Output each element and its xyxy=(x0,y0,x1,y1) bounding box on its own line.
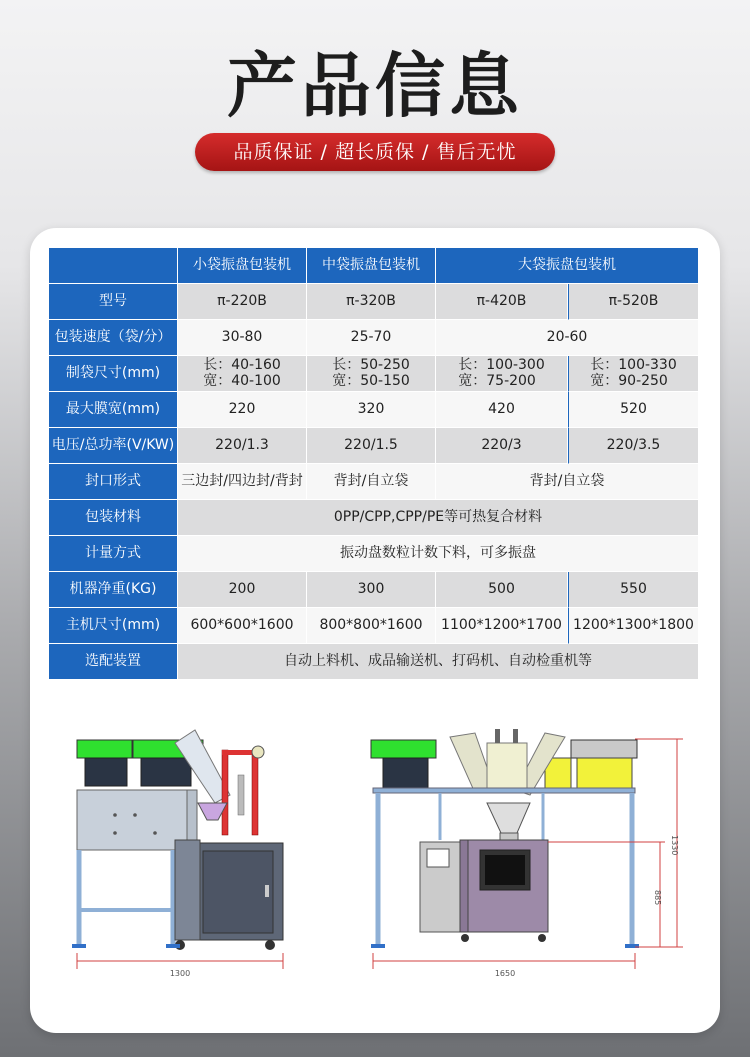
slogan-badge: 品质保证 / 超长质保 / 售后无忧 xyxy=(195,133,555,171)
header-small-bag: 小袋振盘包装机 xyxy=(178,248,307,284)
row-label-power: 电压/总功率(V/KW) xyxy=(49,428,178,464)
cell: 1200*1300*1800 xyxy=(568,608,699,644)
spec-table xyxy=(49,248,699,680)
table-row xyxy=(49,320,699,356)
table-row xyxy=(49,644,699,680)
header-medium-bag: 中袋振盘包装机 xyxy=(307,248,436,284)
cell: 500 xyxy=(436,572,568,608)
cell: 420 xyxy=(436,392,568,428)
header-large-bag: 大袋振盘包装机 xyxy=(436,248,699,284)
row-label-model: 型号 xyxy=(49,284,178,320)
cell: 三边封/四边封/背封 xyxy=(178,464,307,500)
right-height-dimension: 1330 xyxy=(670,835,679,856)
cell: 200 xyxy=(178,572,307,608)
table-row xyxy=(49,428,699,464)
cell: 800*800*1600 xyxy=(307,608,436,644)
cell: π-220B xyxy=(178,284,307,320)
cell: 220 xyxy=(178,392,307,428)
cell: 背封/自立袋 xyxy=(307,464,436,500)
page-title: 产品信息 xyxy=(227,45,523,127)
table-row xyxy=(49,608,699,644)
cell xyxy=(178,356,307,392)
cell-line: 宽：50-150 xyxy=(332,372,410,389)
cell-line: 长：100-330 xyxy=(590,357,677,374)
right-width-dimension: 1650 xyxy=(494,969,516,978)
cell: 300 xyxy=(307,572,436,608)
row-label-film: 最大膜宽(mm) xyxy=(49,392,178,428)
cell-line: 长：50-250 xyxy=(332,357,410,374)
left-width-dimension: 1300 xyxy=(169,969,191,978)
table-row xyxy=(49,572,699,608)
row-label-bagsize: 制袋尺寸(mm) xyxy=(49,356,178,392)
cell: 1100*1200*1700 xyxy=(436,608,568,644)
cell-line: 宽：75-200 xyxy=(458,372,536,389)
cell-line: 长：100-300 xyxy=(458,357,545,374)
cell xyxy=(568,356,699,392)
table-row xyxy=(49,356,699,392)
table-row xyxy=(49,392,699,428)
table-row xyxy=(49,284,699,320)
cell: 自动上料机、成品输送机、打码机、自动检重机等 xyxy=(178,644,699,680)
cell: 30-80 xyxy=(178,320,307,356)
cell: 220/1.3 xyxy=(178,428,307,464)
cell: 20-60 xyxy=(436,320,699,356)
cell-line: 长：40-160 xyxy=(203,357,281,374)
cell: π-320B xyxy=(307,284,436,320)
left-machine-drawing xyxy=(72,730,283,978)
cell: π-520B xyxy=(568,284,699,320)
row-label-dims: 主机尺寸(mm) xyxy=(49,608,178,644)
header-corner xyxy=(49,248,178,284)
cell: 25-70 xyxy=(307,320,436,356)
right-machine-drawing xyxy=(371,729,683,978)
row-label-seal: 封口形式 xyxy=(49,464,178,500)
row-label-material: 包装材料 xyxy=(49,500,178,536)
row-label-metering: 计量方式 xyxy=(49,536,178,572)
cell: 550 xyxy=(568,572,699,608)
cell xyxy=(436,356,568,392)
cell: 0PP/CPP,CPP/PE等可热复合材料 xyxy=(178,500,699,536)
right-body-height-dimension: 885 xyxy=(653,890,662,906)
row-label-options: 选配装置 xyxy=(49,644,178,680)
table-row xyxy=(49,536,699,572)
table-header-row xyxy=(49,248,699,284)
cell-line: 宽：90-250 xyxy=(590,372,668,389)
table-row xyxy=(49,500,699,536)
cell: 220/3.5 xyxy=(568,428,699,464)
cell xyxy=(307,356,436,392)
cell: 背封/自立袋 xyxy=(436,464,699,500)
cell: 振动盘数粒计数下料，可多振盘 xyxy=(178,536,699,572)
machine-drawings xyxy=(55,715,695,1005)
cell: 220/3 xyxy=(436,428,568,464)
cell: π-420B xyxy=(436,284,568,320)
cell: 520 xyxy=(568,392,699,428)
row-label-speed: 包装速度（袋/分） xyxy=(49,320,178,356)
cell: 320 xyxy=(307,392,436,428)
cell: 600*600*1600 xyxy=(178,608,307,644)
table-row xyxy=(49,464,699,500)
cell: 220/1.5 xyxy=(307,428,436,464)
cell-line: 宽：40-100 xyxy=(203,372,281,389)
row-label-weight: 机器净重(KG) xyxy=(49,572,178,608)
